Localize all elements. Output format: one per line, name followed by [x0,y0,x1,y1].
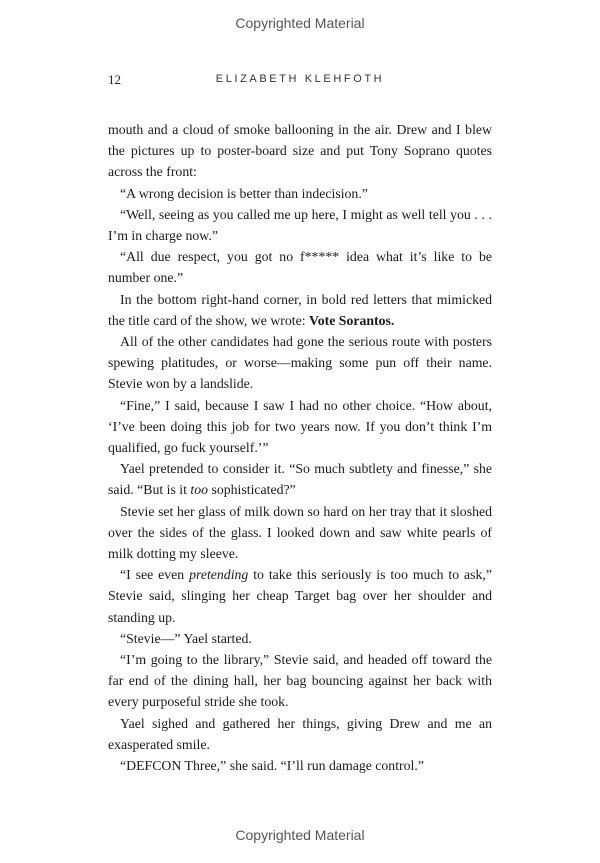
paragraph [108,395,492,459]
paragraph [108,458,492,500]
running-head-author: ELIZABETH KLEHFOTH [215,73,385,85]
paragraph-text-italic: too [190,482,209,498]
paragraph-text: “Well, seeing as you called me up here, I might as well tell you . . . I’m in charge now.” [108,206,492,244]
paragraph-text: “I’m going to the library,” Stevie said, and headed off toward the far end of the dining hall, her bag bouncing against her back with every purposeful stride she took. [108,652,492,710]
paragraph-text: “Stevie—” Yael started. [120,630,252,646]
page-number: 12 [108,72,121,87]
paragraph [108,119,492,183]
paragraph-text: “A wrong decision is better than indecision.” [120,185,368,201]
paragraph-text: In the bottom right-hand corner, in bold red letters that mimicked the title card of the show, we wrote: [108,291,492,328]
paragraph-text: Yael pretended to consider it. “So much subtlety and finesse,” she said. “But is it [108,461,492,498]
paragraph [108,331,492,395]
paragraph-text: Yael sighed and gathered her things, giving Drew and me an exasperated smile. [108,715,492,752]
paragraph-text: Stevie set her glass of milk down so hard on her tray that it sloshed over the sides of the glass. I looked down and saw white pearls of milk dotting my sleeve. [108,503,492,562]
paragraph-text: mouth and a cloud of smoke ballooning in the air. Drew and I blew the pictures up to poster-board size and put Tony Soprano quotes across the front: [108,122,492,180]
paragraph-text: All of the other candidates had gone the serious route with posters spewing platitudes, or worse—making some pun off their name. Stevie won by a landslide. [108,334,492,392]
paragraph-text: to take this seriously is too much to ask,” Stevie said, slinging her cheap Target bag over her shoulder and standing up. [108,567,492,625]
paragraph [108,564,492,628]
paragraph [108,649,492,713]
paragraph [108,713,492,755]
paragraph [108,204,492,246]
body-text [108,119,492,776]
paragraph-text: “All due respect, you got no f***** idea what it’s like to be number one.” [108,249,492,286]
paragraph-text: “I see even [120,567,190,583]
running-head [108,72,492,90]
paragraph [108,628,492,649]
paragraph [108,501,492,565]
paragraph [108,246,492,288]
paragraph [108,183,492,204]
paragraph [108,289,492,331]
paragraph [108,755,492,776]
paragraph-text: “Fine,” I said, because I saw I had no other choice. “How about, ‘I’ve been doing this job for two years now. If you don’t think I’m qualified, go fuck yourself.’” [108,397,492,456]
copyright-watermark-top: Copyrighted Material [235,15,365,31]
paragraph-text: “DEFCON Three,” she said. “I’ll run damage control.” [120,758,424,774]
paragraph-text: sophisticated?” [208,482,296,498]
copyright-watermark-bottom: Copyrighted Material [235,827,365,843]
paragraph-text-bold: Vote Sorantos. [309,312,395,328]
paragraph-text-italic: pretending [189,567,249,583]
